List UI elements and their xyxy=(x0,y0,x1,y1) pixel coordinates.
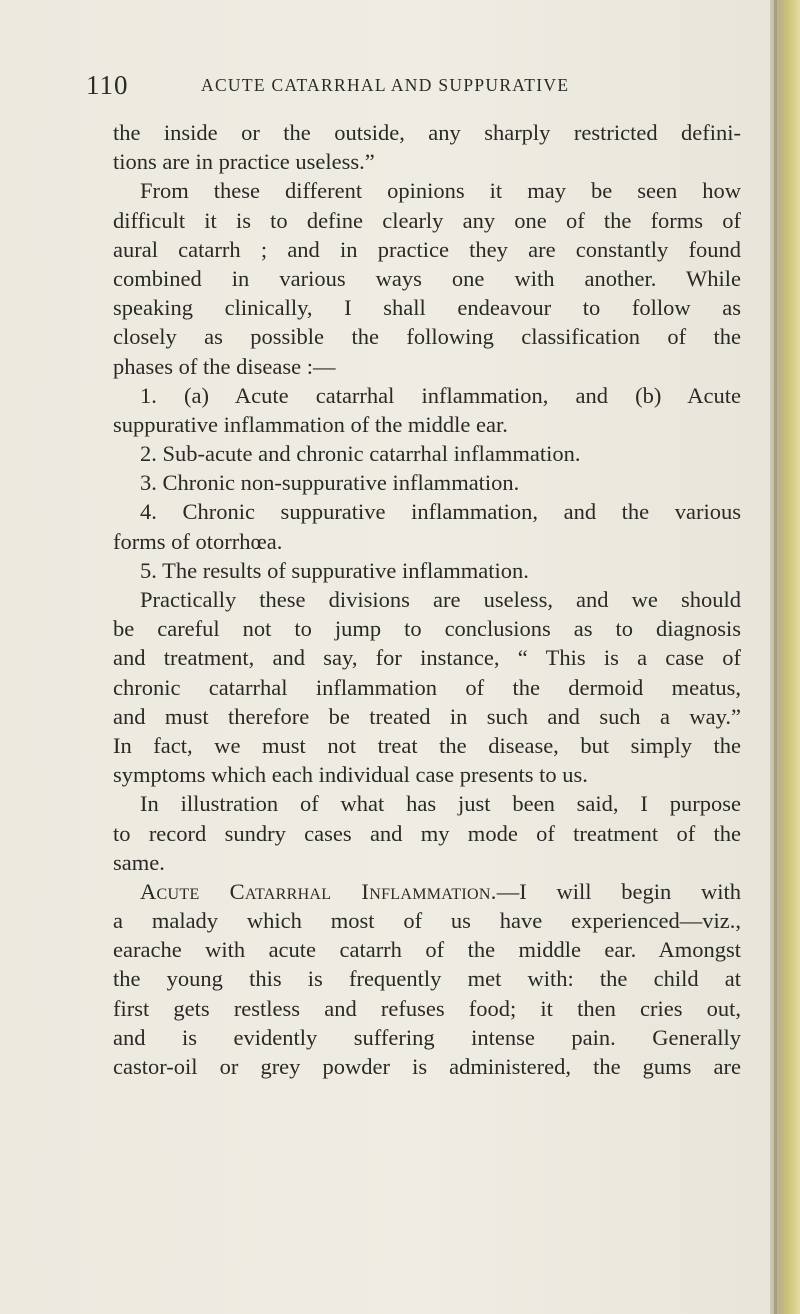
text-line: From these different opinions it may be seen how xyxy=(140,178,741,204)
page-number: 110 xyxy=(86,70,129,100)
text-line: phases of the disease :— xyxy=(113,353,336,379)
text-line: suppurative inflammation of the middle ear. xyxy=(113,411,508,437)
text-line: 2. Sub-acute and chronic catarrhal inflammation. xyxy=(140,441,581,467)
text-line: In illustration of what has just been said, I purpose xyxy=(140,791,741,817)
body-text xyxy=(113,118,741,1081)
text-line: a malady which most of us have experienced—viz., xyxy=(113,908,741,934)
text-line: tions are in practice useless.” xyxy=(113,149,375,175)
text-line: difficult it is to define clearly any one of the forms of xyxy=(113,207,741,233)
text-line: be careful not to jump to conclusions as to diagnosis xyxy=(113,616,741,642)
text-line: and must therefore be treated in such and such a way.” xyxy=(113,703,741,729)
page-header xyxy=(86,70,726,106)
text-line: the young this is frequently met with: the child at xyxy=(113,966,741,992)
section-heading-continuation: —I will begin with xyxy=(496,878,741,904)
text-line: In fact, we must not treat the disease, but simply the xyxy=(113,732,741,758)
section-heading: Acute Catarrhal Inflammation. xyxy=(140,878,497,904)
text-line: closely as possible the following classification of the xyxy=(113,324,741,350)
text-line: same. xyxy=(113,849,165,875)
text-line: and is evidently suffering intense pain. Generally xyxy=(113,1024,741,1050)
text-line: combined in various ways one with another. While xyxy=(113,265,741,291)
running-head: ACUTE CATARRHAL AND SUPPURATIVE xyxy=(201,75,570,95)
page-edge xyxy=(770,0,800,1314)
text-line: chronic catarrhal inflammation of the dermoid meatus, xyxy=(113,674,741,700)
text-line: and treatment, and say, for instance, “ This is a case of xyxy=(113,645,741,671)
text-line: 5. The results of suppurative inflammation. xyxy=(140,557,529,583)
text-line: the inside or the outside, any sharply restricted defini- xyxy=(113,120,741,145)
text-line: first gets restless and refuses food; it then cries out, xyxy=(113,995,741,1021)
text-line: castor-oil or grey powder is administered, the gums are xyxy=(113,1054,741,1079)
text-line: symptoms which each individual case presents to us. xyxy=(113,762,588,788)
text-line: earache with acute catarrh of the middle ear. Amongst xyxy=(113,937,741,963)
text-line: aural catarrh ; and in practice they are constantly found xyxy=(113,236,741,262)
text-line: 3. Chronic non-suppurative inflammation. xyxy=(140,470,520,496)
text-line: 1. (a) Acute catarrhal inflammation, and (b) Acute xyxy=(140,382,741,408)
text-line: Practically these divisions are useless, and we should xyxy=(140,587,741,612)
text-line: 4. Chronic suppurative inflammation, and the various xyxy=(140,499,741,525)
text-line xyxy=(113,877,741,906)
text-line: speaking clinically, I shall endeavour to follow as xyxy=(113,295,741,321)
text-line: forms of otorrhœa. xyxy=(113,528,283,554)
text-line: to record sundry cases and my mode of treatment of the xyxy=(113,820,741,846)
